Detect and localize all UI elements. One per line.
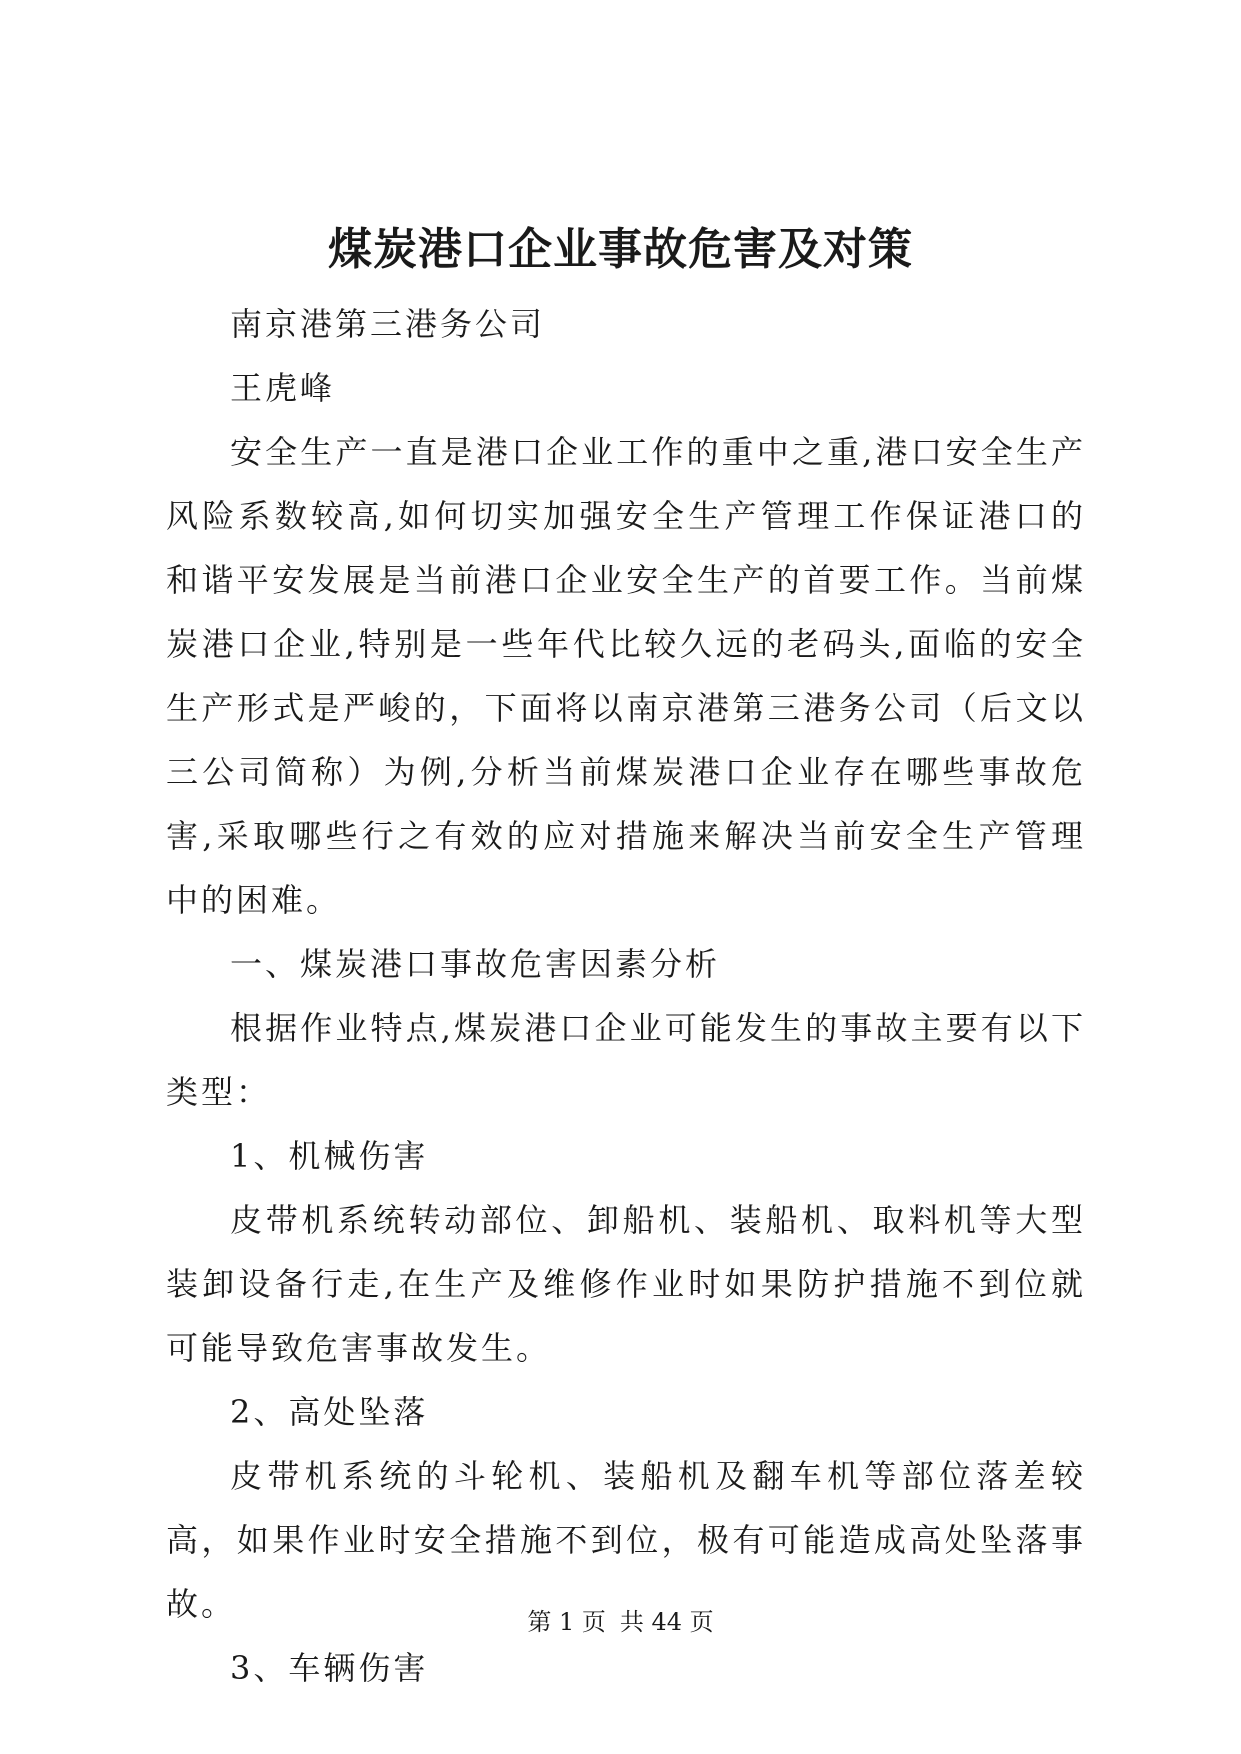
page-number: 第 1 页 (527, 1608, 606, 1636)
subheading-mechanical-injury: 1、机械伤害 (230, 1137, 429, 1175)
subheading-vehicle-injury: 3、车辆伤害 (230, 1649, 429, 1687)
author-name: 王虎峰 (230, 369, 336, 407)
author-organization: 南京港第三港务公司 (230, 305, 546, 343)
fall-from-height-paragraph: 皮带机系统的斗轮机、装船机及翻车机等部位落差较高，如果作业时安全措施不到位，极有可能造成高处坠落事故。 (166, 1457, 1086, 1623)
section-heading-1: 一、煤炭港口事故危害因素分析 (230, 945, 721, 983)
page-footer (0, 1606, 1241, 1638)
section-intro-paragraph: 根据作业特点,煤炭港口企业可能发生的事故主要有以下类型： (166, 1009, 1086, 1111)
intro-paragraph: 安全生产一直是港口企业工作的重中之重,港口安全生产风险系数较高,如何切实加强安全生产管理工作保证港口的和谐平安发展是当前港口企业安全生产的首要工作。当前煤炭港口企业,特别是一些年代比较久远的老码头,面临的安全生产形式是严峻的，下面将以南京港第三港务公司（后文以三公司简称）为例,分析当前煤炭港口企业存在哪些事故危害,采取哪些行之有效的应对措施来解决当前安全生产管理中的困难。 (166, 433, 1086, 919)
document-body (166, 292, 1086, 1700)
document-title: 煤炭港口企业事故危害及对策 (328, 224, 913, 275)
mechanical-injury-paragraph: 皮带机系统转动部位、卸船机、装船机、取料机等大型装卸设备行走,在生产及维修作业时如果防护措施不到位就可能导致危害事故发生。 (166, 1201, 1086, 1367)
total-pages: 共 44 页 (619, 1608, 714, 1636)
subheading-fall-from-height: 2、高处坠落 (230, 1393, 429, 1431)
